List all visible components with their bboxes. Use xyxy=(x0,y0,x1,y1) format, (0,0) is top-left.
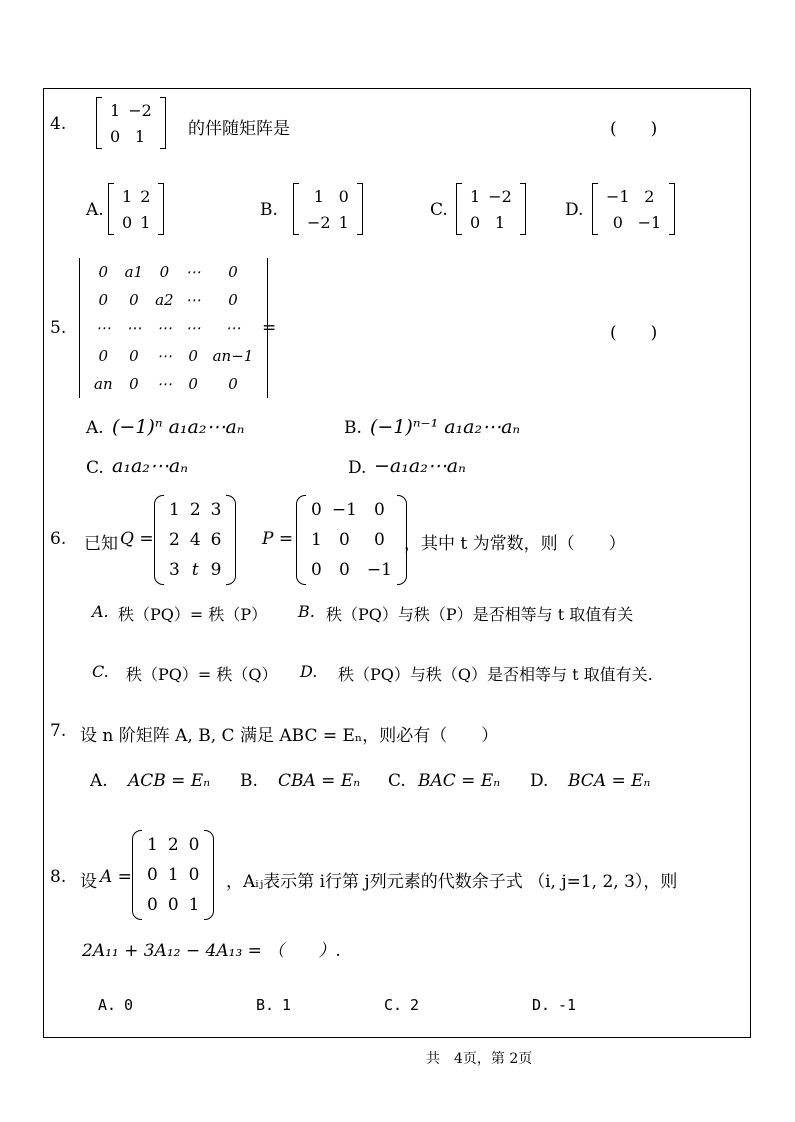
q4-option-c-matrix: 1 −2 0 1 xyxy=(456,183,526,235)
q8-suffix: ，Aᵢⱼ表示第 i行第 j列元素的代数余子式 （i, j=1, 2, 3），则 xyxy=(226,872,678,892)
q4-option-a-matrix: 1 2 0 1 xyxy=(108,183,164,235)
q6-option-d-text: 秩（PQ）与秩（Q）是否相等与 t 取值有关. xyxy=(338,665,653,684)
q4-matrix: 1 −2 0 1 xyxy=(96,97,166,149)
q4-option-d-matrix: −1 2 0 −1 xyxy=(592,183,675,235)
q8-option-d-label: D. xyxy=(532,996,551,1014)
q6-number: 6. xyxy=(50,529,67,549)
q5-option-d-label: D. xyxy=(348,458,367,478)
q4-number: 4. xyxy=(50,114,67,134)
q4-option-c-label: C. xyxy=(430,200,448,220)
q6-option-d-label: D. xyxy=(300,662,318,681)
q6-option-c-label: C. xyxy=(92,662,109,681)
q5-option-c-label: C. xyxy=(86,458,104,478)
q8-option-d-text: -1 xyxy=(558,996,577,1014)
q4-option-d-label: D. xyxy=(565,200,584,220)
q6-Q-matrix: 1 2 3 2 4 6 3 t 9 xyxy=(154,495,236,585)
q6-option-c-text: 秩（PQ）= 秩（Q） xyxy=(126,665,278,684)
page-footer: 共 4页，第 2页 xyxy=(426,1051,533,1067)
q4-option-a-label: A. xyxy=(86,200,104,220)
q6-P-label: P = xyxy=(262,529,294,549)
q7-option-d-text: BCA = Eₙ xyxy=(568,771,651,791)
q7-number: 7. xyxy=(50,721,67,741)
q6-option-a-text: 秩（PQ）= 秩（P） xyxy=(118,605,268,624)
q8-option-c-label: C. xyxy=(384,996,403,1014)
q8-option-a-text: 0 xyxy=(124,996,134,1014)
q5-number: 5. xyxy=(50,318,67,338)
q7-option-a-text: ACB = Eₙ xyxy=(128,771,211,791)
q6-P-matrix: 0 −1 0 1 0 0 0 0 −1 xyxy=(296,495,407,585)
q6-suffix: ，其中 t 为常数，则（ ） xyxy=(404,534,626,554)
q8-number: 8. xyxy=(50,867,67,887)
q4-stem: 的伴随矩阵是 xyxy=(188,119,290,139)
q5-determinant: 0 a1 0 ⋯ 0 0 0 a2 ⋯ 0 ⋯ ⋯ ⋯ ⋯ ⋯ 0 0 ⋯ 0 an−1 an 0 ⋯ 0 0 xyxy=(78,258,269,398)
q5-option-a-text: (−1)ⁿ a₁a₂⋯aₙ xyxy=(112,416,245,438)
q6-Q-label: Q = xyxy=(120,529,154,549)
q8-option-b-label: B. xyxy=(256,996,275,1014)
q4-answer-paren: ( ) xyxy=(610,119,658,139)
q8-prefix: 设 xyxy=(80,872,97,892)
q7-option-d-label: D. xyxy=(530,771,549,791)
q7-option-b-label: B. xyxy=(240,771,258,791)
q5-option-b-label: B. xyxy=(344,418,362,438)
q6-option-b-label: B. xyxy=(298,602,315,621)
q7-option-c-text: BAC = Eₙ xyxy=(418,771,501,791)
q5-option-a-label: A. xyxy=(86,418,104,438)
q8-option-c-text: 2 xyxy=(410,996,420,1014)
q8-option-a-label: A. xyxy=(98,996,117,1014)
q8-option-b-text: 1 xyxy=(282,996,292,1014)
q7-option-a-label: A. xyxy=(90,771,108,791)
q8-A-label: A = xyxy=(100,867,132,887)
q7-option-b-text: CBA = Eₙ xyxy=(278,771,361,791)
q4-option-b-label: B. xyxy=(260,200,278,220)
q5-option-b-text: (−1)ⁿ⁻¹ a₁a₂⋯aₙ xyxy=(370,416,521,438)
q7-option-c-label: C. xyxy=(388,771,406,791)
q4-option-b-matrix: 1 0 −2 1 xyxy=(293,183,363,235)
q5-option-d-text: −a₁a₂⋯aₙ xyxy=(374,455,466,477)
q6-option-a-label: A. xyxy=(92,602,109,621)
q7-stem: 设 n 阶矩阵 A, B, C 满足 ABC = Eₙ，则必有（ ） xyxy=(80,726,499,746)
q6-prefix: 已知 xyxy=(84,534,118,554)
q8-expression: 2A₁₁ + 3A₁₂ − 4A₁₃ = （ ）. xyxy=(82,941,341,961)
q5-option-c-text: a₁a₂⋯aₙ xyxy=(112,455,188,477)
q8-A-matrix: 1 2 0 0 1 0 0 0 1 xyxy=(132,830,214,920)
q6-option-b-text: 秩（PQ）与秩（P）是否相等与 t 取值有关 xyxy=(326,605,634,624)
q5-equals: = xyxy=(262,318,277,338)
q5-answer-paren: ( ) xyxy=(610,323,658,343)
